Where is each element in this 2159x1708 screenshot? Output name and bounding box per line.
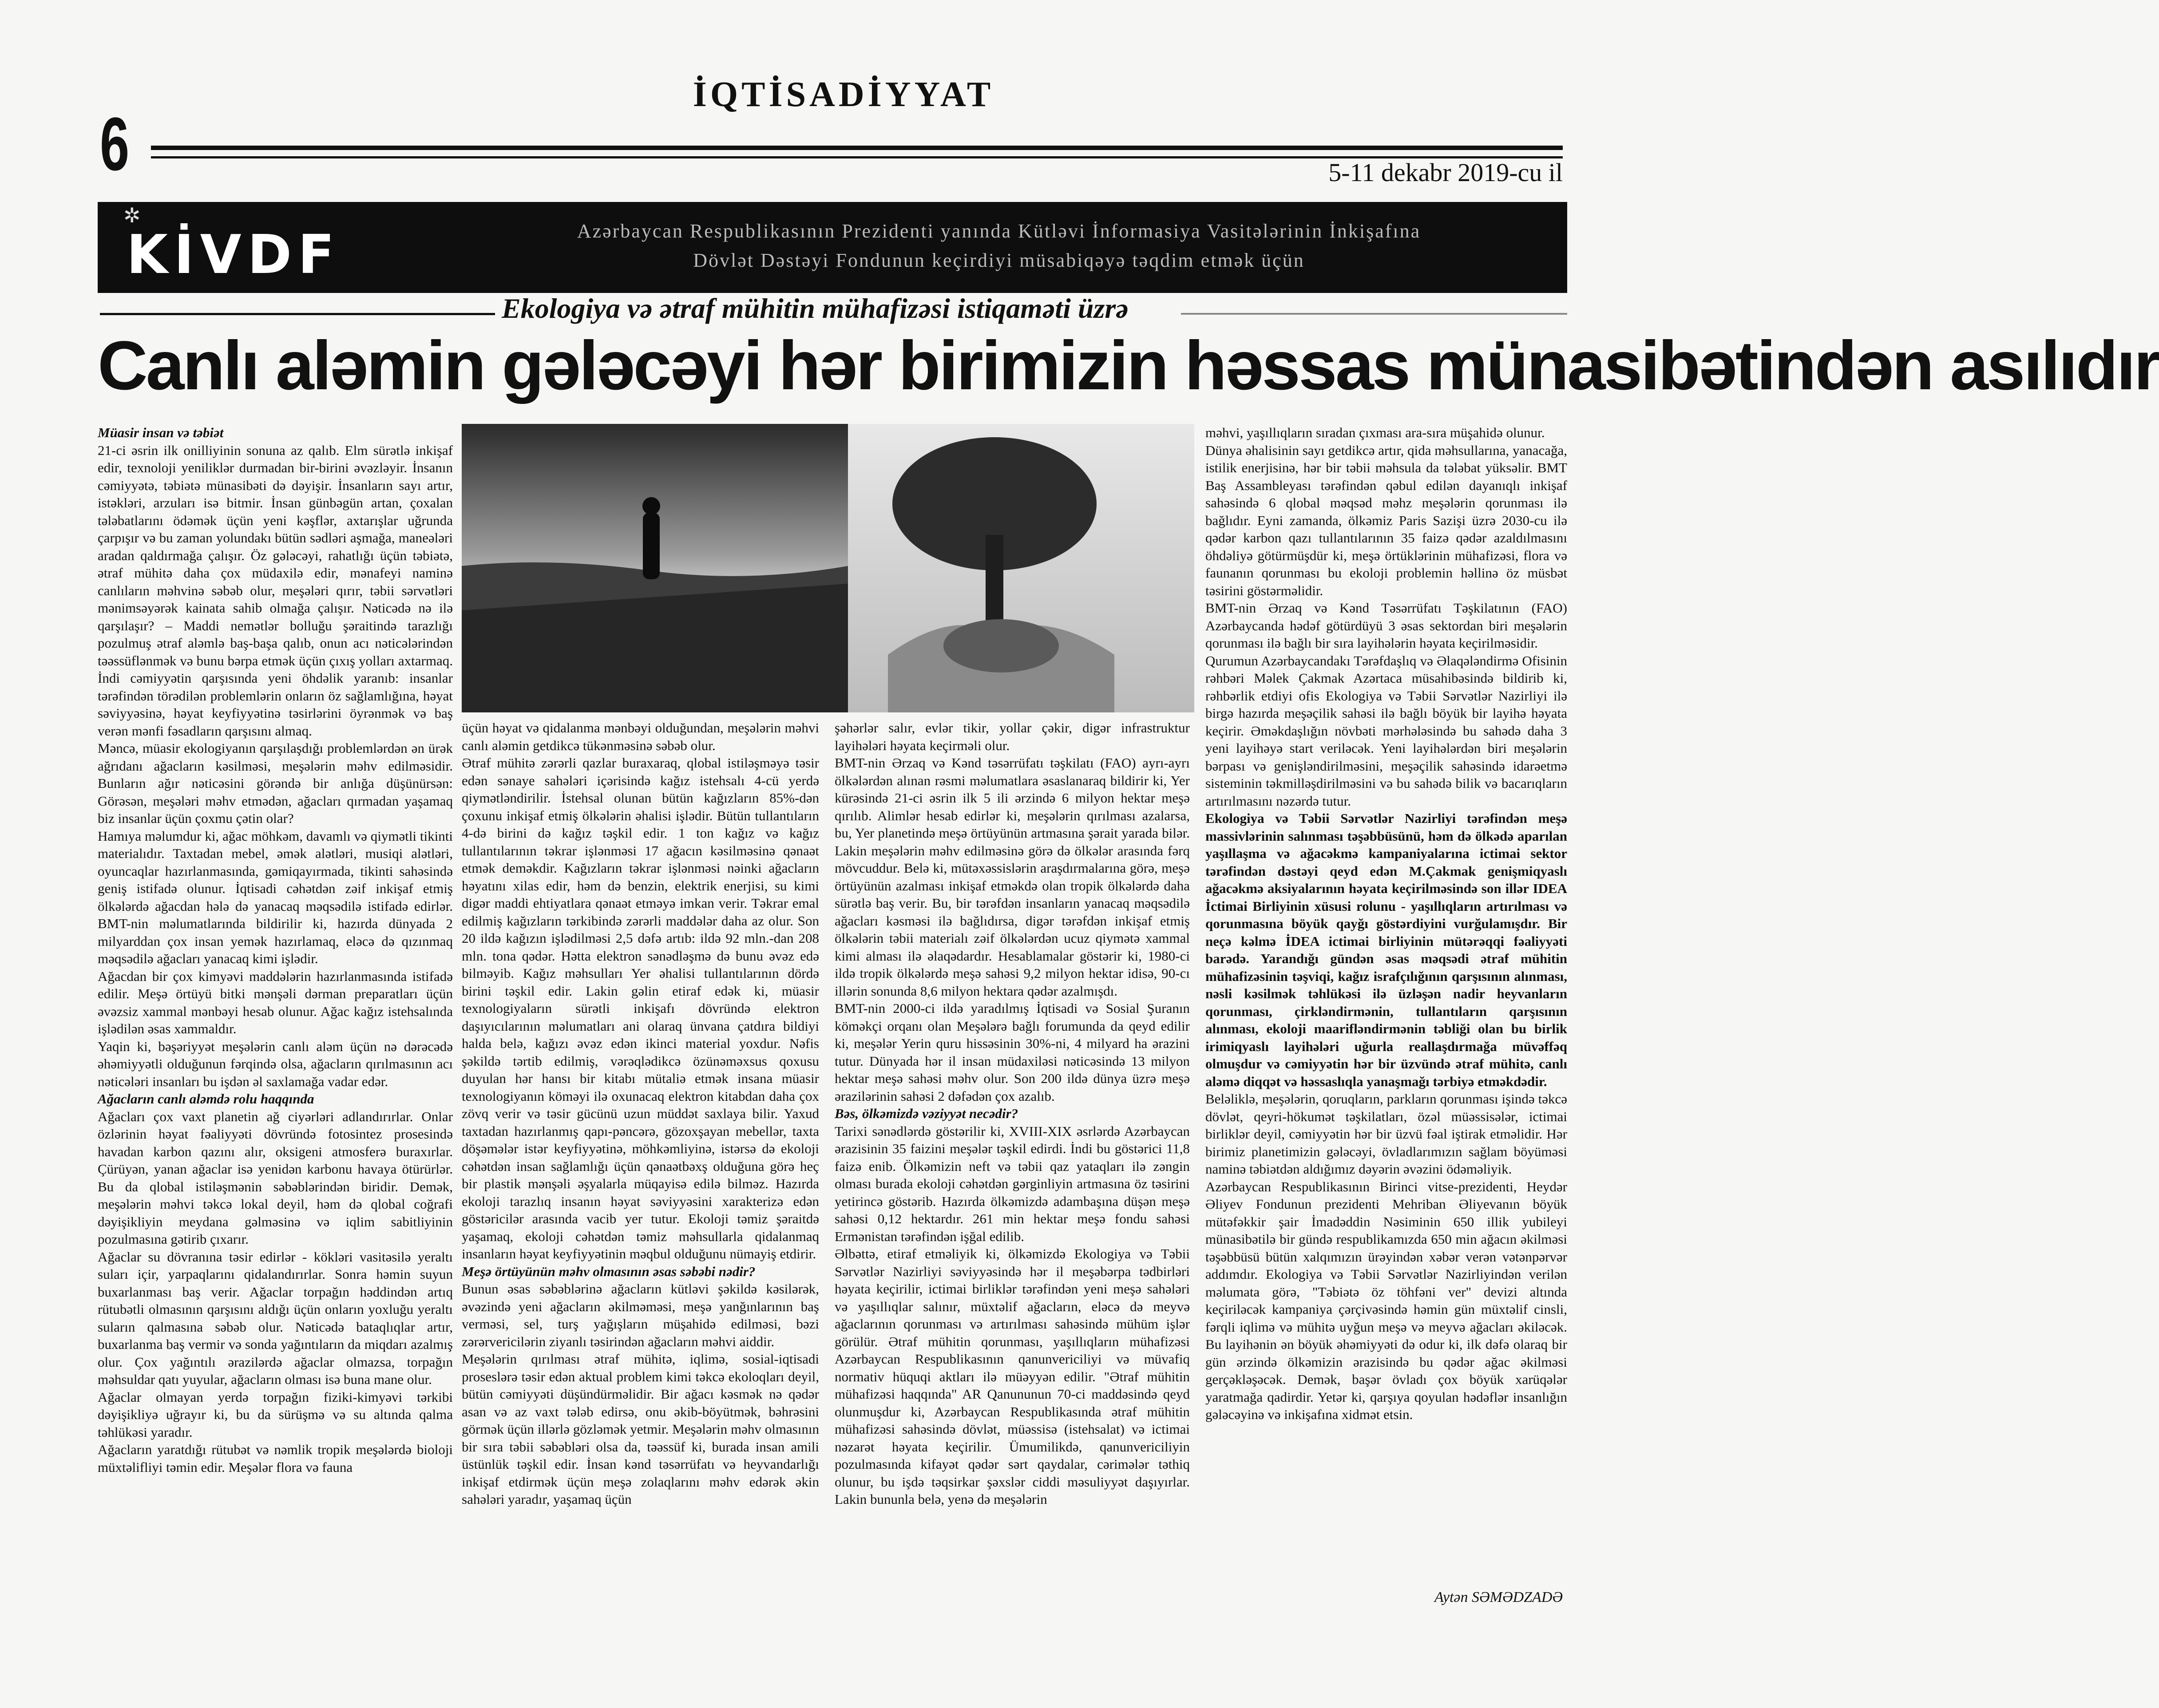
paragraph: BMT-nin 2000-ci ildə yaradılmış İqtisadi və Sosial Şuranın köməkçi orqanı olan Meşələrə bağlı forumunda da qeyd edilir ki, meşələr Yerin quru hissəsinin 30%-ni, 4 milyard ha ərazini tutur. Dünyada hər il insan müdaxiləsi nəticəsində 13 milyon hektar meşə sahəsi məhv olur. Son 200 ildə dünya üzrə meşə ərazilərinin sahəsi 2 dəfədən çox azalıb. (835, 1000, 1190, 1104)
article-column-4 (1205, 424, 1567, 1578)
article-column-3 (835, 719, 1190, 1627)
banner-line-1: Azərbaycan Respublikasının Prezidenti yanında Kütləvi İnformasiya Vasitələrinin İnkişafına (577, 220, 1421, 242)
subheading: Müasir insan və təbiət (98, 425, 224, 440)
page-number: 6 (100, 102, 130, 186)
paragraph: Meşələrin qırılması ətraf mühitə, iqlimə, sosial-iqtisadi proseslərə təsir edən aktual problem kimi təkcə ekoloqları deyil, bütün cəmiyyəti düşündürməlidir. Bir ağacı kəsmək nə qədər asan və az vaxt tələb edirsə, onu əkib-böyütmək, bəhrəsini görmək üçün illərlə gözləmək yetmir. Meşələrin məhv olmasının bir sıra təbii səbəbləri olsa da, təəssüf ki, burada insan amili üstünlük təşkil edir. İnsan kənd təsərrüfatı və heyvandarlığı inkişaf etdirmək üçün meşə zolaqlarını məhv edərək əkin sahələri yaradır, yaşamaq üçün (462, 1351, 819, 1507)
paragraph: məhvi, yaşıllıqların sıradan çıxması ara-sıra müşahidə olunur. (1205, 425, 1545, 440)
paragraph: 21-ci əsrin ilk onilliyinin sonuna az qalıb. Elm sürətlə inkişaf edir, texnoloji yeniliklər durmadan bir-birini əvəzləyir. İnsanın cəmiyyətə, təbiətə münasibəti də dəyişir. İnsanların sayı artır, istəkləri, arzuları isə bitmir. İnsan günbəgün artan, çoxalan tələbatlarını ödəmək üçün yeni kəşflər, axtarışlar uğrunda çarpışır və bu zaman yolundakı bütün sədləri aşmağa, maneələri aradan qaldırmağa çalışır. Öz gələcəyi, rahatlığı üçün təbiətə, ətraf mühitə daha çox müdaxilə edir, mənafeyi naminə canlıların məhvinə səbəb olur, meşələri qırır, təbii sərvətləri mənimsəyərək kainata sahib olmağa çalışır. Nəticədə nə ilə qarşılaşır? – Maddi nemətlər bolluğu şəraitində tarazlığı pozulmuş ətraf aləmlə baş-başa qalıb, onun acı nəticələrindən təəssüflənmək və bunu bərpa etmək üçün çıxış yolları axtarmaq. İndi cəmiyyətin qarşısında yeni öhdəlik yaranıb: insanlar tərəfindən törədilən problemlərin onların öz sağlamlığına, həyat səviyyəsinə, həyat keyfiyyətinə təsirlərini öyrənmək və baş verən mənfi fəsadların qarşısını almaq. (98, 442, 453, 739)
article-column-1 (98, 424, 453, 1627)
paragraph: Ekologiya və Təbii Sərvətlər Nazirliyi tərəfindən meşə massivlərinin salınması təşəbbüsünü, həm də ölkədə aparılan yaşıllaşma və ağacəkmə kampaniyalarına ictimai sektor tərəfindən dəstəyi qeyd edən M.Çakmak genişmiqyaslı ağacəkmə aksiyalarının həyata keçirilməsində son illər IDEA İctimai Birliyinin xüsusi rolunu - yaşıllıqların artırılması və qorunmasına böyük qayğı göstərdiyini vurğulamışdır. Bir neçə kəlmə İDEA ictimai birliyinin mütərəqqi fəaliyyəti barədə. Yarandığı gündən əsas məqsədi ətraf mühitin mühafizəsinin təşviqi, kağız israfçılığının qarşısının alınması, nəsli kəsilmək təhlükəsi ilə üzləşən nadir heyvanların qorunması, çirkləndirmənin, tullantıların qarşısının alınması, ekoloji maarifləndirmənin təbliği olan bu birlik irimiqyaslı layihələri uğurla reallaşdırmağa müvəffəq olmuşdur və cəmiyyətin hər bir üzvündə ətraf mühitə, canlı aləmə diqqət və həssaslıqla yanaşmağı tərbiyə etməkdədir. (1205, 811, 1567, 1089)
subheading: Bəs, ölkəmizdə vəziyyət necədir? (835, 1106, 1018, 1121)
paragraph: Bunun əsas səbəblərinə ağacların kütləvi şəkildə kəsilərək, əvəzində yeni ağacların əkilməməsi, meşə yanğınlarının baş verməsi, sel, turş yağışların müşahidə edilməsi, bəzi zərərvericilərin ziyanlı təsirindən ağacların məhvi aiddir. (462, 1281, 819, 1349)
paragraph: üçün həyat və qidalanma mənbəyi olduğundan, meşələrin məhvi canlı aləmin getdikcə tükənməsinə səbəb olur. (462, 720, 819, 753)
topic-rule-left (100, 313, 495, 315)
star-emblem-icon: ✲ (123, 203, 141, 227)
paragraph: Ağaclar su dövranına təsir edirlər - kökləri vasitəsilə yeraltı suları içir, yarpaqlarını qidalandırırlar. Sonra həmin suyun buxarlanması baş verir. Ağaclar torpağın həddindən artıq rütubətli olmasının qarşısını aldığı üçün onların yoxluğu yeraltı suların qalmasına səbəb olur. Nəticədə bataqlıqlar artır, buxarlanma baş vermir və sonda yağıntıların da miqdarı azalmış olur. Çox yağıntılı ərazilərdə ağaclar olmazsa, torpağın məhsuldar qatı yuyular, ağacların olması isə buna mane olur. (98, 1249, 453, 1387)
paragraph: Hamıya məlumdur ki, ağac möhkəm, davamlı və qiymətli tikinti materialıdır. Taxtadan mebel, əmək alətləri, musiqi alətləri, oyuncaqlar hazırlanmasında, gəmiqayırmada, tikinti sahəsində geniş istifadə olunur. İqtisadi cəhətdən zəif inkişaf etmiş ölkələrdə ağacdan hələ də yanacaq məqsədilə istifadə edirlər. BMT-nin məlumatlarında bildirilir ki, hazırda dünyada 2 milyarddan çox insan yemək hazırlamaq, eləcə də qızınmaq məqsədilə ağacları yanacaq kimi işlədir. (98, 828, 453, 966)
paragraph: Ağacdan bir çox kimyəvi maddələrin hazırlanmasında istifadə edilir. Meşə örtüyü bitki mənşəli dərman preparatları üçün əvəzsiz xammal mənbəyi hesab olunur. Ağac kağız istehsalında işlədilən əsas xammaldır. (98, 968, 453, 1036)
topic-line: Ekologiya və ətraf mühitin mühafizəsi istiqaməti üzrə (502, 293, 1129, 324)
issue-date: 5-11 dekabr 2019-cu il (1328, 158, 1563, 187)
article-column-2 (462, 719, 819, 1627)
paragraph: Ağacları çox vaxt planetin ağ ciyərləri adlandırırlar. Onlar özlərinin həyat fəaliyyəti dövründə fotosintez prosesində havadan karbon qazını alır, oksigeni atmosferə buraxırlar. Çürüyən, yanan ağaclar isə yenidən karbonu havaya ötürürlər. Bu da qlobal istiləşmənin səbəblərindən biridir. Demək, meşələrin məhvi təkcə lokal deyil, həm də qlobal coğrafi dəyişikliyin meydana gəlməsinə və iqlim sabitliyinin pozulmasına gətirib çıxarır. (98, 1108, 453, 1247)
header-rule (151, 146, 1563, 150)
banner-line-2: Dövlət Dəstəyi Fondunun keçirdiyi müsabiqəyə təqdim etmək üçün (693, 249, 1305, 271)
article-headline: Canlı aləmin gələcəyi hər birimizin həssas münasibətindən asılıdır (98, 327, 2159, 404)
paragraph: BMT-nin Ərzaq və Kənd Təsərrüfatı Təşkilatının (FAO) Azərbaycanda hədəf götürdüyü 3 əsas sektordan biri meşələrin qorunması ilə bağlı bir sıra layihələrin həyata keçirilməsidir. (1205, 600, 1567, 651)
paragraph: Azərbaycan Respublikasının Birinci vitse-prezidenti, Heydər Əliyev Fondunun prezidenti Mehriban Əliyevanın böyük mütəfəkkir şair İmadəddin Nəsiminin 650 illik yubileyi münasibətilə bir gündə respublikamızda 650 min ağacın əkilməsi təşəbbüsü bütün xalqımızın ürəyindən xəbər verən vətənpərvər addımdır. Ekologiya və Təbii Sərvətlər Nazirliyindən verilən məlumata görə, "Təbiətə öz töhfəni ver" devizi altında keçiriləcək kampaniya çərçivəsində həmin gün müxtəlif cinsli, fərqli iqlimə və mühitə uyğun meşə və meyvə ağacları əkiləcək. Bu layihənin ən böyük əhəmiyyəti də odur ki, ilk dəfə olaraq bir gün ərzində ölkəmizin ərazisində bu qədər ağac əkilməsi gerçəkləşəcək. Demək, başər övladı çox böyük xarüqələr yaratmağa qadirdir. Yetər ki, qarşıya qoyulan hədəflər insanlığın gələcəyinə və inkişafına xidmət etsin. (1205, 1178, 1567, 1422)
forest-photo-illustration (462, 424, 1194, 712)
paragraph: Beləliklə, meşələrin, qoruqların, parkların qorunması işində təkcə dövlət, qeyri-hökumət təşkilatları, özəl müəssisələr, ictimai birliklər deyil, cəmiyyətin hər bir üzvü fəal iştirak etməlidir. Hər birimiz planetimizin gələcəyi, övladlarımızın sağlam böyüməsi naminə təbiətdən aldığımız dəyərin əvəzini ödəməliyik. (1205, 1091, 1567, 1177)
banner-text (444, 217, 1554, 275)
paragraph: Tarixi sənədlərdə göstərilir ki, XVIII-XIX əsrlərdə Azərbaycan ərazisinin 35 faizini meşələr təşkil edirdi. İndi bu göstərici 11,8 faizə enib. Ölkəmizin neft və təbii qaz yataqları ilə zəngin olması burada ekoloji cəhətdən gərginliyin artmasına öz təsirini yetirincə göstərib. Hazırda ölkəmizdə adambaşına düşən meşə sahəsi 0,12 hektardır. 261 min hektar meşə fondu sahəsi Ermənistan tərəfindən işğal edilib. (835, 1123, 1190, 1244)
paragraph: Yaqin ki, bəşəriyyət meşələrin canlı aləm üçün nə dərəcədə əhəmiyyətli olduğunun fərqində olsa, ağacların qırılmasının acı nəticələri insanları bu işdən əl saxlamağa vadar edər. (98, 1038, 453, 1089)
paragraph: Ətraf mühitə zərərli qazlar buraxaraq, qlobal istiləşməyə təsir edən sənaye sahələri içərisində kağız istehsalı 4-cü yerdə qiymətləndirilir. İstehsal olunan bütün kağızların 85%-dən çoxunu inkişaf etmiş ölkələrin əhalisi işlədir. Bütün tullantıların 4-də birini də kağız təşkil edir. 1 ton kağız və kağız tullantılarının təkrar işlənməsi 17 ağacın kəsilməsinə qənaət etmək deməkdir. Kağızların təkrar işlənməsi nəinki ağacların həyatını xilas edir, həm də benzin, elektrik enerjisi, su kimi digər maddi ehtiyatlara qənaət etməyə imkan verir. Təkrar emal edilmiş kağızların tərkibində zərərli maddələr daha az olur. Son 20 ildə kağızın işlədilməsi 2,5 dəfə artıb: ildə 92 mln.-dan 208 mln. tona qədər. Hətta elektron sənədləşmə də bunu əvəz edə bilməyib. Kağız məhsulları Yer əhalisi tullantılarının dördə birini təşkil edir. Lakin gəlin etiraf edək ki, müasir texnologiyaların sürətli inkişafı dövründə elektron daşıyıcılarının məlumatları ani olaraq ünvana çatdıra bildiyi halda belə, kağızı əvəz edən ikinci material yoxdur. Nəfis şəkildə tərtib edilmiş, vərəqlədikcə özünəməxsus qoxusu duyulan hər hansı bir kitabı mütaliə etmək insana müasir texnologiyanın köməyi ilə oxunacaq elektron kitabdan daha çox zövq verir və təsir gücünü uzun müddət saxlaya bilir. Yaxud taxtadan hazırlanmış qapı-pəncərə, gözoxşayan mebellər, taxta döşəmələr istər keyfiyyətinə, möhkəmliyinə, istərsə də ekoloji cəhətdən insan sağlamlığı üçün qənaətbəxş olduğuna görə heç bir plastik mənşəli əşyalarla müqayisə edilə bilməz. Hazırda ekoloji tarazlıq insanın həyat səviyyəsini xarakterizə edən göstəricilər arasında vacib yer tutur. Ekoloji təmiz şəraitdə yaşamaq, ekoloji cəhətdən təmiz məhsullarla qidalanmaq insanların həyat keyfiyyətinin məqbul olduğunu nümayiş etdirir. (462, 755, 819, 1261)
paragraph: şəhərlər salır, evlər tikir, yollar çəkir, digər infrastruktur layihələri həyata keçirməli olur. (835, 720, 1190, 753)
paragraph: Ağaclar olmayan yerdə torpağın fiziki-kimyəvi tərkibi dəyişikliyə uğrayır ki, bu da sürüşmə və su altında qalma təhlükəsi yaradır. (98, 1389, 453, 1440)
article-photo (462, 424, 1194, 712)
paragraph: Qurumun Azərbaycandakı Tərəfdaşlıq və Əlaqələndirmə Ofisinin rəhbəri Məlek Çakmak Azərtaca müsahibəsində bildirib ki, rəhbərlik etdiyi ofis Ekologiya və Təbii Sərvətlər Nazirliyi ilə birgə hazırda meşəçilik sahəsi ilə bağlı böyük bir layihə həyata keçirir. Əməkdaşlığın növbəti mərhələsində bu sahədə daha 3 yeni layihəyə start veriləcək. Yeni layihələrdən biri meşələrin bərpası və genişləndirilməsini, meşəçilik sahəsində idarəetmə sisteminin təkmilləşdirilməsini və bu sahədə bilik və bacarıqların artırılmasını nəzərdə tutur. (1205, 652, 1567, 809)
kivdf-logo: KİVDF (127, 224, 341, 286)
subheading: Meşə örtüyünün məhv olmasının əsas səbəbi nədir? (462, 1263, 756, 1279)
author-byline: Aytən SƏMƏDZADƏ (1434, 1589, 1563, 1605)
paragraph: Ağacların yaratdığı rütubət və nəmlik tropik meşələrdə bioloji müxtəlifliyi təmin edir. Meşələr flora və fauna (98, 1442, 453, 1475)
subheading: Ağacların canlı aləmdə rolu haqqında (98, 1091, 314, 1107)
paragraph: BMT-nin Ərzaq və Kənd təsərrüfatı təşkilatı (FAO) ayrı-ayrı ölkələrdən alınan rəsmi məlumatlara əsaslanaraq bildirir ki, Yer kürəsində 21-ci əsrin ilk 5 ili ərzində 6 milyon hektar meşə qırılıb. Alimlər hesab edirlər ki, meşələrin qırılması azalarsa, bu, Yer planetində meşə örtüyünün artmasına şərait yarada bilər. Lakin meşələrin məhv edilməsinə görə də ölkələr arasında fərq mövcuddur. Belə ki, mütəxəssislərin araşdırmalarına görə, meşə örtüyünün azalması inkişaf etməkdə olan tropik ölkələrdə daha sürətlə baş verir. Bu, bir tərəfdən insanların yanacaq məqsədilə ağacları kəsməsi ilə bağlıdırsa, digər tərəfdən inkişaf etmiş ölkələrin təbii materialı zəif ölkələrdən ucuz qiymətə xammal kimi alması ilə əlaqədardır. Hesablamalar göstərir ki, 1980-ci ildə tropik ölkələrdə meşə sahəsi 9,2 milyon hektar idisə, 90-cı illərin sonunda 8,6 milyon hektara qədər azalmışdı. (835, 755, 1190, 999)
paragraph: Dünya əhalisinin sayı getdikcə artır, qida məhsullarına, yanacağa, istilik enerjisinə, hər bir təbii məhsula da tələbat yüksəlir. BMT Baş Assambleyası tərəfindən qəbul edilən dayanıqlı inkişaf sahəsində 6 qlobal məqsəd məhz meşələrin qorunması ilə bağlıdır. Eyni zamanda, ölkəmiz Paris Sazişi üzrə 2030-cu ilə qədər karbon qazı tullantılarının 35 faizə qədər azaldılmasını öhdəliyə götürmüşdür ki, meşə örtüklərinin mühafizəsi, flora və faunanın qorunması bu ekoloji problemin həllinə öz müsbət təsirini göstərməlidir. (1205, 442, 1567, 598)
topic-rule-right (1181, 313, 1567, 315)
paragraph: Əlbəttə, etiraf etməliyik ki, ölkəmizdə Ekologiya və Təbii Sərvətlər Nazirliyi səviyyəsində hər il meşəbərpa tədbirləri həyata keçirilir, ictimai birliklər tərəfindən yeni meşə sahələri və yaşıllıqlar salınır, müxtəlif ağacların, eləcə də meyvə ağaclarının qorunması və artırılması sahəsində mühüm işlər görülür. Ətraf mühitin qorunması, yaşıllıqların mühafizəsi Azərbaycan Respublikasının qanunvericiliyi və müvafiq normativ hüquqi aktları ilə müəyyən edilir. "Ətraf mühitin mühafizəsi haqqında" AR Qanununun 70-ci maddəsində qeyd olunmuşdur ki, Azərbaycan Respublikasında ətraf mühitin mühafizəsi sahəsində dövlət, müəssisə (istehsalat) və ictimai nəzarət həyata keçirilir. Ümumilikdə, qanunvericiliyin pozulmasında kifayət qədər sərt qaydalar, cərimələr təthiq olunur, bu işdə təqsirkar şəxslər ciddi məsuliyyət daşıyırlar. Lakin bununla belə, yenə də meşələrin (835, 1246, 1190, 1507)
paragraph: Məncə, müasir ekologiyanın qarşılaşdığı problemlərdən ən ürək ağrıdanı ağacların kəsilməsi, meşələrin məhv edilməsidir. Bunların ağır nəticəsini görəndə bir anlığa düşünürsən: Görəsən, meşələri məhv etmədən, ağacları qırmadan yaşamaq biz insanlar üçün çoxmu çətin olar? (98, 740, 453, 826)
section-title: İQTİSADİYYAT (693, 75, 994, 114)
